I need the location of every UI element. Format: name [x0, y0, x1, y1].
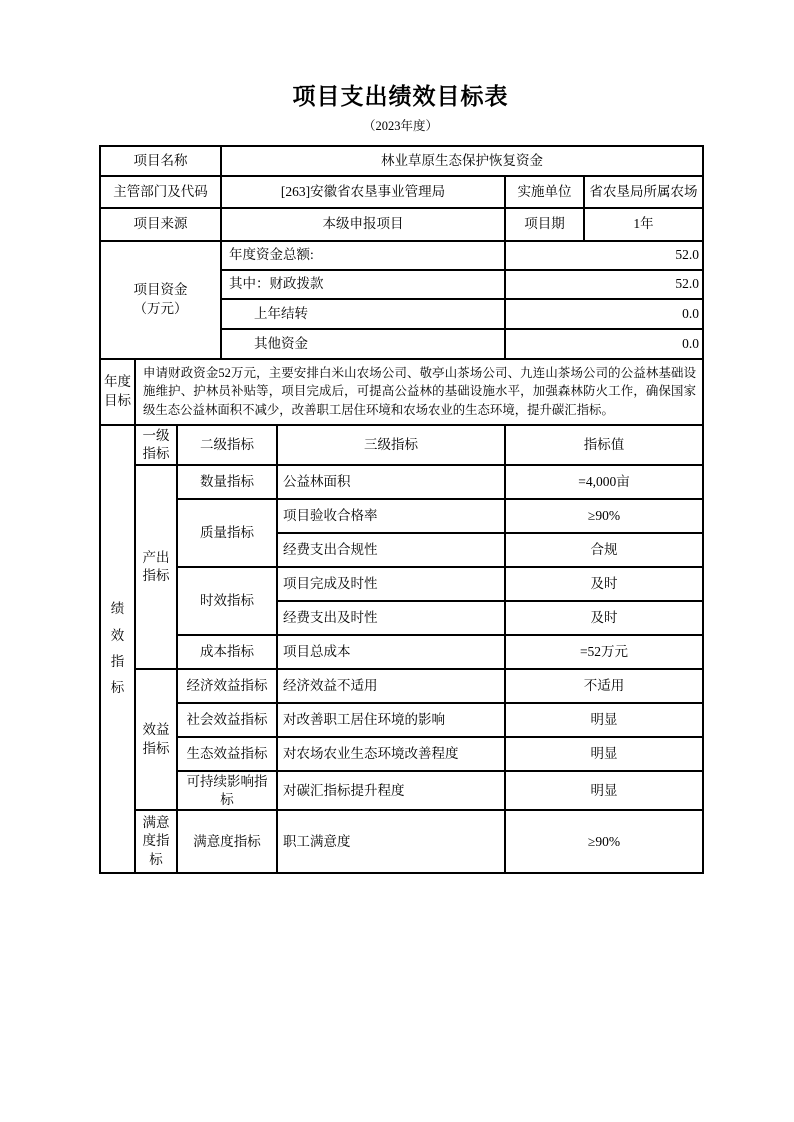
l3-cell: 对碳汇指标提升程度: [277, 771, 505, 810]
indicators-side-label-text: 绩效指标: [110, 601, 125, 696]
value-cell: =52万元: [505, 635, 703, 669]
dept-value: [263]安徽省农垦事业管理局: [221, 176, 505, 208]
value-cell: 明显: [505, 703, 703, 737]
l3-cell: 项目总成本: [277, 635, 505, 669]
value-cell: =4,000亩: [505, 465, 703, 499]
source-value: 本级申报项目: [221, 208, 505, 241]
value-cell: 不适用: [505, 669, 703, 703]
l2-cell: 可持续影响指标: [177, 771, 277, 810]
value-cell: 明显: [505, 737, 703, 771]
l3-cell: 经费支出合规性: [277, 533, 505, 567]
value-cell: 合规: [505, 533, 703, 567]
l2-cell: 数量指标: [177, 465, 277, 499]
l2-cell: 经济效益指标: [177, 669, 277, 703]
l2-cell: 时效指标: [177, 567, 277, 635]
page-subtitle: （2023年度）: [362, 119, 438, 134]
value-cell: 及时: [505, 601, 703, 635]
l2-cell: 成本指标: [177, 635, 277, 669]
l1-group-benefit: 效益指标: [135, 669, 177, 810]
project-name-value: 林业草原生态保护恢复资金: [221, 146, 703, 176]
funding-row-label: 其他资金: [221, 329, 505, 359]
funding-row-label: 上年结转: [221, 299, 505, 329]
l3-cell: 对改善职工居住环境的影响: [277, 703, 505, 737]
value-cell: 明显: [505, 771, 703, 810]
funding-row-value: 52.0: [505, 241, 703, 270]
period-label: 项目期: [505, 208, 584, 241]
header-value: 指标值: [505, 425, 703, 465]
period-value: 1年: [584, 208, 703, 241]
value-cell: ≥90%: [505, 499, 703, 533]
header-l3: 三级指标: [277, 425, 505, 465]
document-content: [99, 0, 702, 874]
l3-cell: 公益林面积: [277, 465, 505, 499]
l2-cell: 满意度指标: [177, 810, 277, 873]
annual-goal-label: 年度目标: [100, 359, 135, 425]
l3-cell: 项目验收合格率: [277, 499, 505, 533]
l3-cell: 项目完成及时性: [277, 567, 505, 601]
indicators-side-label: [100, 425, 135, 874]
l3-cell: 对农场农业生态环境改善程度: [277, 737, 505, 771]
impl-unit-label: 实施单位: [505, 176, 584, 208]
indicators-table: [99, 424, 704, 875]
l3-cell: 职工满意度: [277, 810, 505, 873]
l2-cell: 生态效益指标: [177, 737, 277, 771]
l1-group-satisfaction: 满意度指标: [135, 810, 177, 873]
funding-label: [100, 241, 221, 359]
project-name-label: 项目名称: [100, 146, 221, 176]
header-l2: 二级指标: [177, 425, 277, 465]
impl-unit-value: 省农垦局所属农场: [584, 176, 703, 208]
funding-row-label: 其中：财政拨款: [221, 270, 505, 299]
dept-label: 主管部门及代码: [100, 176, 221, 208]
annual-goal-table: [99, 358, 704, 426]
header-l1: 一级指标: [135, 425, 177, 465]
page-title: 项目支出绩效目标表: [292, 84, 509, 109]
funding-label-line1: 项目资金: [133, 282, 188, 298]
funding-label-line2: （万元）: [133, 300, 188, 316]
value-cell: ≥90%: [505, 810, 703, 873]
source-label: 项目来源: [100, 208, 221, 241]
funding-row-value: 0.0: [505, 329, 703, 359]
value-cell: 及时: [505, 567, 703, 601]
l2-cell: 社会效益指标: [177, 703, 277, 737]
funding-row-value: 0.0: [505, 299, 703, 329]
l2-cell: 质量指标: [177, 499, 277, 567]
funding-row-label: 年度资金总额:: [221, 241, 505, 270]
project-info-table: [99, 145, 704, 360]
l3-cell: 经济效益不适用: [277, 669, 505, 703]
annual-goal-text: 申请财政资金52万元，主要安排白米山农场公司、敬亭山茶场公司、九连山茶场公司的公益林基础设施维护、护林员补贴等，项目完成后，可提高公益林的基础设施水平，加强森林防火工作，确保国家级生态公益林面积不减少，改善职工居住环境和农场农业的生态环境，提升碳汇指标。: [135, 359, 703, 425]
l3-cell: 经费支出及时性: [277, 601, 505, 635]
funding-row-value: 52.0: [505, 270, 703, 299]
l1-group-output: 产出指标: [135, 465, 177, 669]
